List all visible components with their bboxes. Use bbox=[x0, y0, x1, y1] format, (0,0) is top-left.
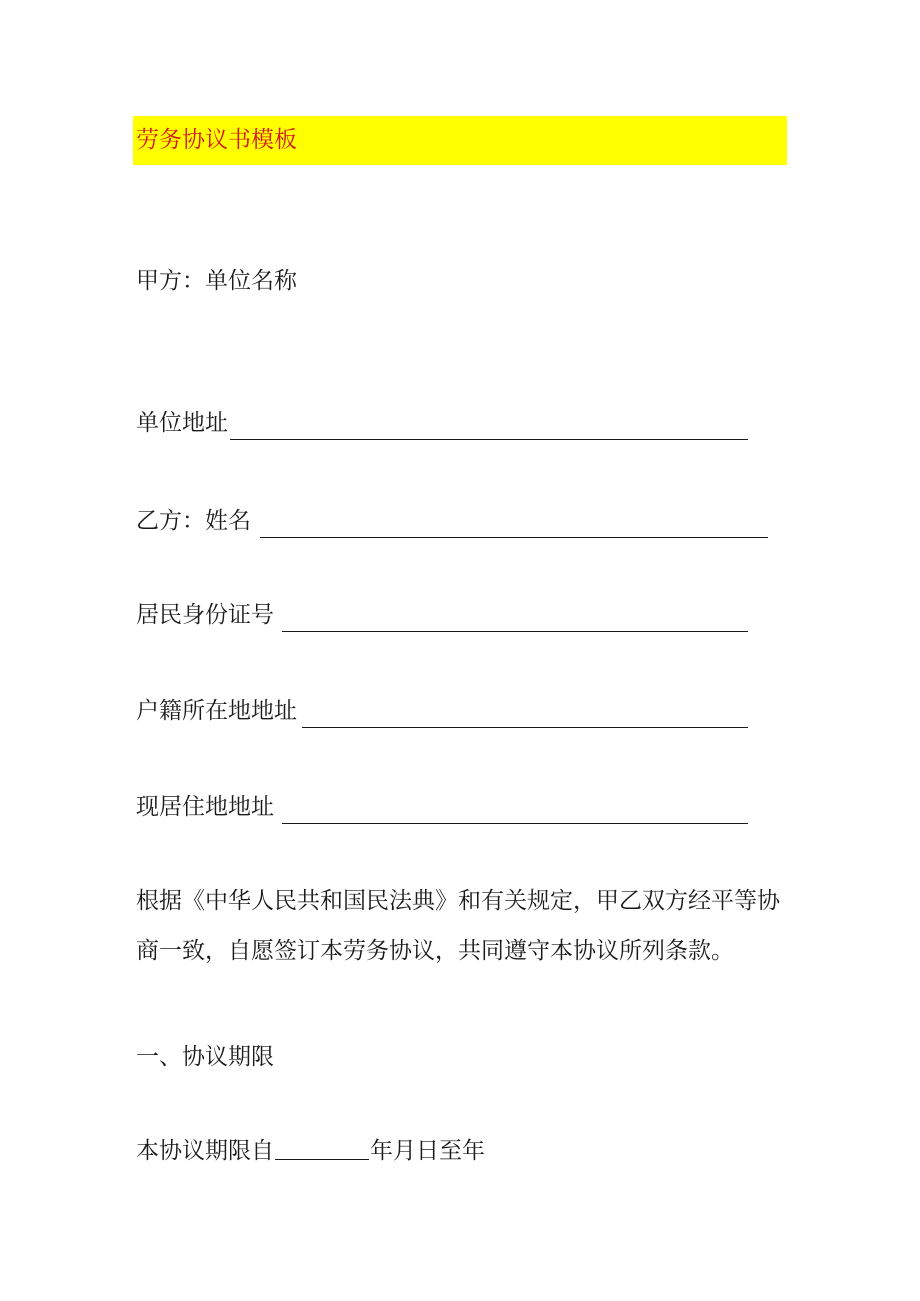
id-number-label: 居民身份证号 bbox=[136, 602, 274, 628]
party-b-name-blank[interactable] bbox=[260, 537, 768, 538]
id-number-field bbox=[136, 600, 748, 632]
party-b-name-label: 乙方：姓名 bbox=[136, 508, 251, 534]
residence-address-blank[interactable] bbox=[282, 823, 748, 824]
party-a-line: 甲方：单位名称 bbox=[136, 268, 297, 294]
term-suffix: 年月日至年 bbox=[370, 1138, 485, 1164]
term-prefix: 本协议期限自 bbox=[136, 1138, 274, 1164]
residence-address-field bbox=[136, 792, 748, 824]
unit-address-blank[interactable] bbox=[230, 439, 748, 440]
residence-address-label: 现居住地地址 bbox=[136, 794, 274, 820]
id-number-blank[interactable] bbox=[282, 631, 748, 632]
title-highlight bbox=[133, 116, 787, 165]
intro-paragraph-line-2: 商一致，自愿签订本劳务协议，共同遵守本协议所列条款。 bbox=[136, 938, 734, 964]
household-address-blank[interactable] bbox=[302, 727, 748, 728]
section-1-heading: 一、协议期限 bbox=[136, 1044, 274, 1070]
document-title: 劳务协议书模板 bbox=[136, 127, 297, 153]
term-start-blank[interactable] bbox=[275, 1137, 369, 1160]
unit-address-label: 单位地址 bbox=[136, 410, 228, 436]
term-line bbox=[136, 1136, 485, 1166]
party-b-name-field bbox=[136, 506, 768, 538]
unit-address-field bbox=[136, 408, 748, 440]
intro-paragraph-line-1: 根据《中华人民共和国民法典》和有关规定，甲乙双方经平等协 bbox=[136, 888, 780, 914]
household-address-label: 户籍所在地地址 bbox=[136, 698, 297, 724]
household-address-field bbox=[136, 696, 748, 728]
